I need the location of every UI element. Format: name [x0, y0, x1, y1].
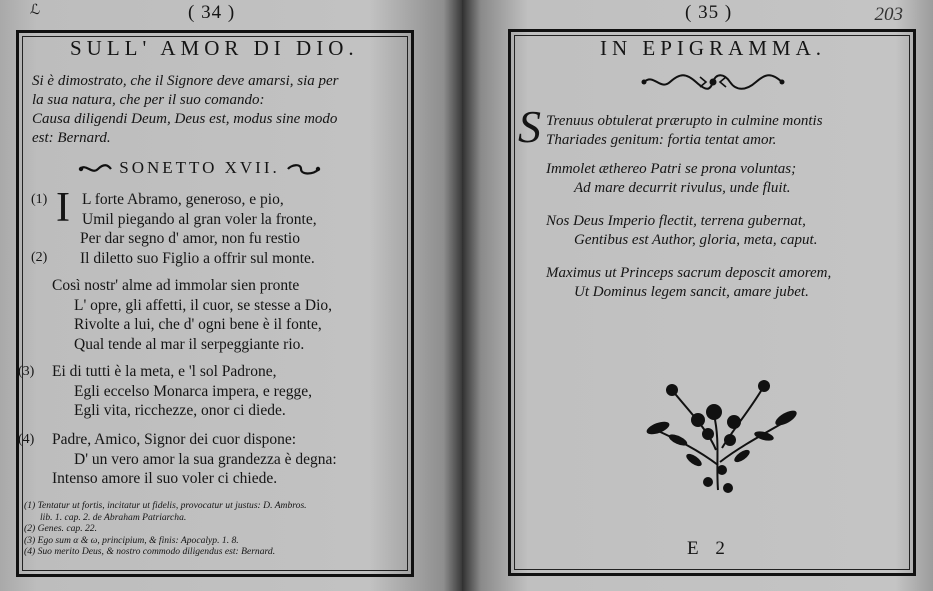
drop-cap: S	[518, 101, 541, 152]
epigram-line: Trenuus obtulerat prærupto in culmine montis	[546, 113, 823, 129]
footnote: (4) Suo merito Deus, & nostro commodo diligendus est: Bernard.	[24, 546, 276, 557]
verse-line: Egli vita, ricchezze, onor ci diede.	[74, 402, 286, 419]
note-marker: (2)	[31, 250, 48, 265]
stanza	[18, 430, 337, 489]
verse-line: Egli eccelso Monarca impera, e regge,	[74, 382, 312, 400]
left-page-number: ( 34 )	[188, 2, 236, 23]
left-page	[0, 0, 462, 591]
epigram-couplet	[546, 212, 817, 250]
verse-line: Padre, Amico, Signor dei cuor dispone:	[52, 431, 297, 448]
verse-line: Qual tende al mar il serpeggiante rio.	[74, 335, 305, 353]
epigram-line: Nos Deus Imperio flectit, terrena gubernat,	[546, 213, 806, 229]
verse-line: Per dar segno d' amor, non fu restio	[80, 230, 300, 247]
drop-cap: I	[56, 185, 70, 231]
verse-line: Ei di tutti è la meta, e 'l sol Padrone,	[52, 363, 277, 380]
verse-line: Umil piegando al gran voler la fronte,	[82, 210, 317, 228]
epigram-line: Immolet æthereo Patri se prona voluntas;	[546, 161, 797, 177]
footnote: (1) Tentatur ut fortis, incitatur ut fidelis, provocatur ut justus: D. Ambros.	[24, 500, 307, 511]
note-marker: (1)	[31, 192, 48, 207]
footnote: (3) Ego sum α & ω, principium, & finis: Apocalyp. 1. 8.	[24, 534, 239, 546]
flourish-right-icon	[287, 163, 321, 175]
note-marker: (3)	[18, 364, 35, 379]
epigram-line: Ad mare decurrit rivulus, unde fluit.	[574, 180, 791, 196]
footnote: (2) Genes. cap. 22.	[24, 523, 97, 534]
stanza	[52, 276, 332, 354]
epigram-line: Ut Dominus legem sancit, amare jubet.	[574, 284, 809, 300]
intro-line: la sua natura, che per il suo comando:	[32, 92, 265, 108]
note-marker: (4)	[18, 432, 35, 447]
verse-line: Il diletto suo Figlio a offrir sul monte.	[80, 249, 315, 267]
verse-line: D' un vero amor la sua grandezza è degna:	[74, 450, 337, 468]
epigram-line: Thariades genitum: fortia tentat amor.	[546, 132, 777, 148]
epigram-couplet	[518, 101, 823, 152]
footnotes	[24, 500, 307, 558]
flower-bouquet-icon	[638, 370, 804, 500]
handwritten-folio: 203	[874, 4, 903, 25]
epigram-line: Maximus ut Princeps sacrum deposcit amorem,	[546, 265, 832, 281]
epigram-couplet	[546, 264, 831, 302]
right-page-title: IN EPIGRAMMA.	[600, 36, 827, 60]
verse-line: Così nostr' alme ad immolar sien pronte	[52, 277, 300, 294]
sonnet-heading-text: SONETTO XVII.	[119, 158, 280, 177]
footnote: lib. 1. cap. 2. de Abraham Patriarcha.	[40, 511, 187, 523]
intro-paragraph	[32, 72, 404, 148]
intro-line: Causa diligendi Deum, Deus est, modus sine modo	[32, 111, 338, 127]
intro-line: Si è dimostrato, che il Signore deve amarsi, sia per	[32, 73, 339, 89]
verse-line: L forte Abramo, generoso, e pio,	[82, 191, 284, 208]
verse-line: Rivolte a lui, che d' ogni bene è il fonte,	[74, 316, 322, 333]
sonnet-heading	[78, 158, 321, 178]
epigram-line: Gentibus est Author, gloria, meta, caput.	[574, 232, 818, 248]
stanza	[31, 185, 317, 268]
intro-line: est: Bernard.	[32, 130, 111, 146]
right-page-number: ( 35 )	[685, 2, 733, 23]
signature-mark: E 2	[687, 538, 731, 559]
page-mark: ℒ	[30, 3, 41, 18]
left-page-title: SULL' AMOR DI DIO.	[70, 36, 359, 60]
verse-line: Intenso amore il suo voler ci chiede.	[52, 470, 278, 487]
flourish-left-icon	[78, 163, 112, 175]
epigram-couplet	[546, 160, 796, 198]
verse-line: L' opre, gli affetti, il cuor, se stesse a Dio,	[74, 296, 332, 314]
right-page	[462, 0, 933, 591]
stanza	[18, 362, 312, 421]
ornament-band-icon	[638, 71, 788, 93]
